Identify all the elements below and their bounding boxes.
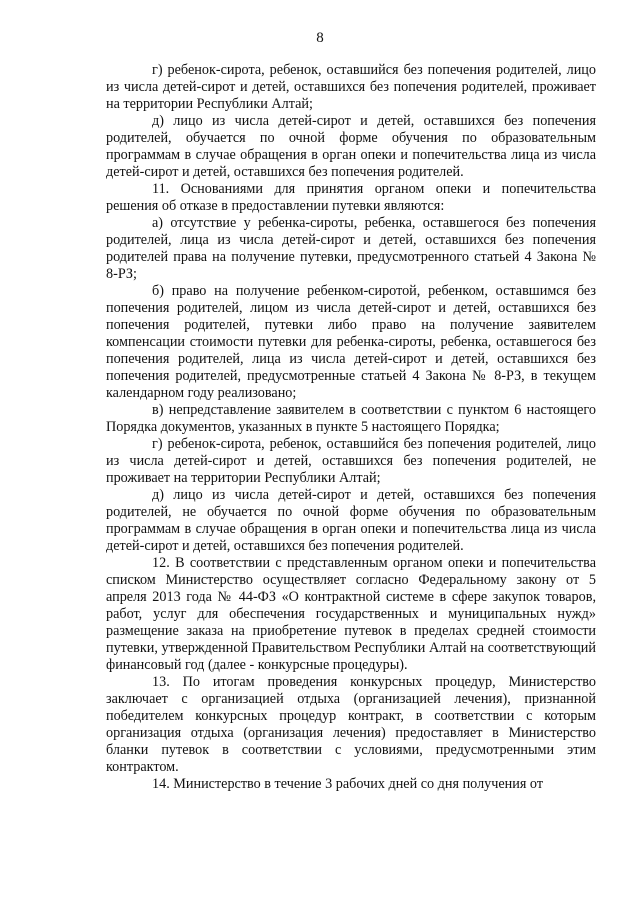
paragraph-13: 13. По итогам проведения конкурсных процедур, Министерство заключает с организацией отдыха (организацией лечения), признанной победителем конкурсных процедур контракт, в соответствии с которым организация отдыха (организация лечения) предоставляет в Министерство бланки путевок в соответствии с условиями, предусмотренными этим контрактом. [106,674,596,775]
paragraph-11v: в) непредставление заявителем в соответствии с пунктом 6 настоящего Порядка документов, указанных в пункте 5 настоящего Порядка; [106,402,596,435]
paragraph-11d: д) лицо из числа детей-сирот и детей, оставшихся без попечения родителей, не обучается по очной форме обучения по образовательным программам в случае обращения в орган опеки и попечительства лица из числа детей-сирот и детей, оставшихся без попечения родителей. [106,487,596,554]
paragraph-11: 11. Основаниями для принятия органом опеки и попечительства решения об отказе в предоставлении путевки являются: [106,181,596,214]
paragraph-12: 12. В соответствии с представленным органом опеки и попечительства списком Министерство осуществляет согласно Федеральному закону от 5 апреля 2013 года № 44-ФЗ «О контрактной системе в сфере закупок товаров, работ, услуг для обеспечения государственных и муниципальных нужд» размещение заказа на приобретение путевок в пределах средней стоимости путевки, утвержденной Правительством Республики Алтай на соответствующий финансовый год (далее - конкурсные процедуры). [106,555,596,673]
paragraph-10d: д) лицо из числа детей-сирот и детей, оставшихся без попечения родителей, обучается по очной форме обучения по образовательным программам в случае обращения в орган опеки и попечительства лица из числа детей-сирот и детей, оставшихся без попечения родителей. [106,113,596,180]
paragraph-14: 14. Министерство в течение 3 рабочих дней со дня получения от [152,776,544,792]
paragraph-10g: г) ребенок-сирота, ребенок, оставшийся без попечения родителей, лицо из числа детей-сирот и детей, оставшихся без попечения родителей, проживает на территории Республики Алтай; [106,62,596,112]
page-number: 8 [316,30,324,46]
paragraph-11b: б) право на получение ребенком-сиротой, ребенком, оставшимся без попечения родителей, лицом из числа детей-сирот и детей, оставшихся без попечения родителей, путевки либо право на получение заявителем компенсации стоимости путевки для ребенка-сироты, ребенка, оставшегося без попечения родителей, лица из числа детей-сирот и детей, оставшихся без попечения родителей, предусмотренные статьей 4 Закона № 8-РЗ, в текущем календарном году реализовано; [106,283,596,401]
paragraph-11g: г) ребенок-сирота, ребенок, оставшийся без попечения родителей, лицо из числа детей-сирот и детей, оставшихся без попечения родителей, не проживает на территории Республики Алтай; [106,436,596,486]
document-body [106,62,596,793]
paragraph-11a: а) отсутствие у ребенка-сироты, ребенка, оставшегося без попечения родителей, лица из числа детей-сирот и детей, оставшихся без попечения родителей права на получение путевки, предусмотренного статьей 4 Закона № 8-РЗ; [106,215,596,282]
